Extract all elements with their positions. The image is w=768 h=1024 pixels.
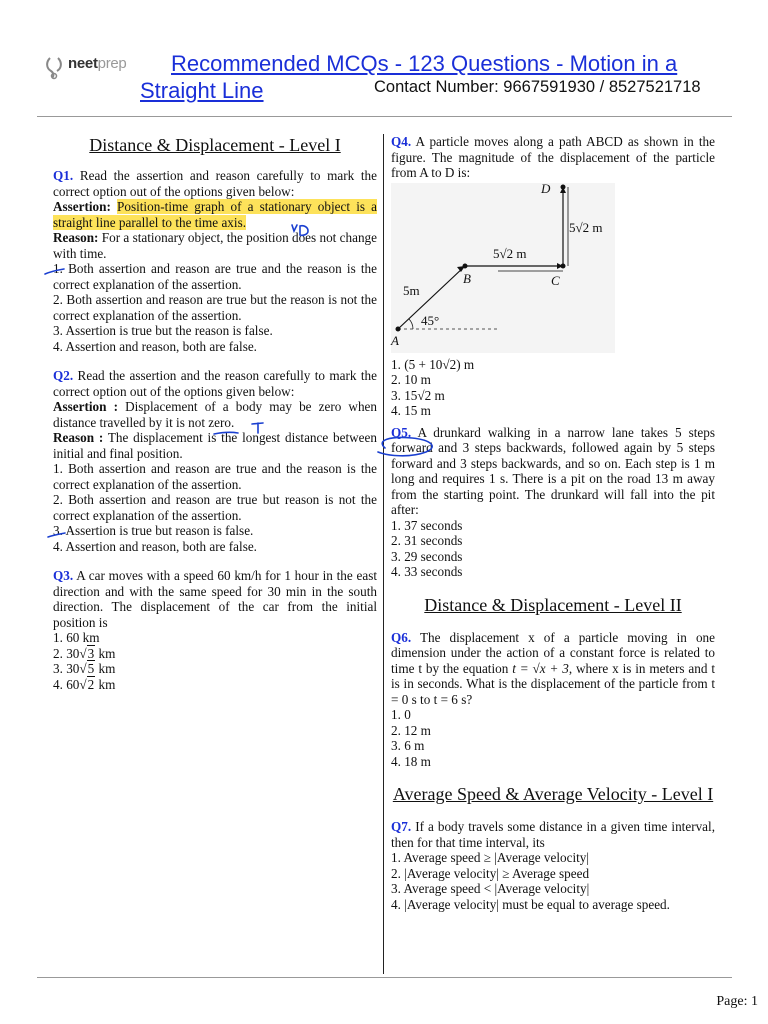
label-a: A [391,332,399,348]
label-d: D [541,180,551,196]
question-number: Q3. [53,568,74,583]
right-column [391,134,715,912]
question-stem-cont: , where x is in meters and t is in seconds. What is the displacement of the particle from t = 0 s to t = 6 s? [391,660,715,707]
option[interactable]: 3. 29 seconds [391,548,463,564]
label-ab: 5m [403,282,420,298]
question-stem: A car moves with a speed 60 km/h for 1 hour in the east direction and with the same speed for 30 min in the south direction. The displacement of the car from the initial position is [53,568,377,630]
label-b: B [463,270,471,286]
option[interactable]: 1. Average speed ≥ |Average velocity| [391,850,590,865]
option[interactable]: 3. Average speed < |Average velocity| [391,881,590,896]
contact-number: Contact Number: 9667591930 / 8527521718 [374,78,701,96]
question-stem: Read the assertion and reason carefully to mark the correct option out of the options given below: [53,168,377,199]
question-number: Q4. [391,134,412,149]
question-number: Q6. [391,629,412,645]
question-stem: A particle moves along a path ABCD as shown in the figure. The magnitude of the displacement of the particle from A to D is: [391,134,715,180]
label-bc: 5√2 m [493,245,527,261]
reason-label: Reason: [53,230,99,245]
option[interactable]: 2. Both assertion and reason are true but reason is not the correct explanation of the assertion. [53,492,377,523]
option[interactable]: 4. 15 m [391,403,431,418]
option[interactable]: 4. |Average velocity| must be equal to average speed. [391,896,670,912]
column-divider [383,134,384,974]
footer-divider [37,977,732,978]
question-number: Q1. [53,168,74,183]
section-heading: Average Speed & Average Velocity - Level I [392,784,714,804]
label-cd: 5√2 m [569,219,603,235]
reason-text: For a stationary object, the position does not change with time. [53,230,378,261]
option[interactable]: 3. 30√5 km [53,661,116,676]
page-title-link[interactable]: Recommended MCQs - 123 Questions - Motion in a Straight Line [140,51,678,103]
header-divider [37,116,732,117]
equation: t = √x + 3 [512,660,569,676]
option[interactable]: 2. 31 seconds [391,533,463,548]
question-number: Q7. [391,819,412,834]
assertion-text: Displacement of a body may be zero when distance travelled by it is not zero. [53,399,377,430]
reason-text: The displacement is the longest distance between initial and final position. [53,430,377,461]
option[interactable]: 3. 6 m [391,738,425,753]
option[interactable]: 1. Both assertion and reason are true and the reason is the correct explanation of the assertion. [53,461,377,492]
option[interactable]: 2. 30√3 km [53,645,116,661]
question-q6 [391,630,715,770]
option[interactable]: 3. 15√2 m [391,387,445,403]
assertion-label: Assertion : [53,399,118,414]
option[interactable]: 4. Assertion and reason, both are false. [53,338,257,354]
option[interactable]: 2. |Average velocity| ≥ Average speed [391,865,590,881]
section-heading: Distance & Displacement - Level II [424,594,682,615]
question-q5 [391,425,715,580]
option[interactable]: 2. Both assertion and reason are true but the reason is not the correct explanation of the assertion. [53,292,377,323]
option[interactable]: 2. 10 m [391,372,431,387]
label-c: C [551,272,560,288]
question-stem: The displacement x of a particle moving in one dimension under the action of a constant force is related to time t by the equation [391,629,715,676]
question-q2 [53,368,377,554]
question-q3 [53,568,377,692]
option[interactable]: 3. Assertion is true but the reason is false. [53,323,273,338]
logo-text: neetprep [68,55,127,72]
question-number: Q5. [391,424,412,440]
question-number: Q2. [53,368,74,383]
option[interactable]: 3. Assertion is true but reason is false. [53,523,254,538]
label-angle: 45° [421,312,440,328]
option[interactable]: 1. 37 seconds [391,517,463,533]
question-stem: A drunkard walking in a narrow lane takes 5 steps forward and 3 steps backwards, followed again by 5 steps forward and 3 steps backwards, and so on. Each step is 1 m long and requires 1 s. There is a pit on the road 13 m away from the starting point. The drunkard will fall into the pit after: [391,424,715,517]
option[interactable]: 4. 18 m [391,753,431,769]
option[interactable]: 1. (5 + 10√2) m [391,356,475,372]
question-q7 [391,819,715,912]
section-heading: Distance & Displacement - Level I [89,135,341,155]
question-q1 [53,168,377,354]
question-stem: Read the assertion and the reason carefully to mark the correct option out of the options given below: [53,368,377,399]
question-q4 [391,134,715,419]
option[interactable]: 1. 60 km [53,630,100,645]
option[interactable]: 1. Both assertion and reason are true and the reason is the correct explanation of the assertion. [53,261,377,292]
option[interactable]: 2. 12 m [391,722,431,738]
page-header [0,0,768,118]
path-abcd-figure [391,180,615,353]
reason-label: Reason : [53,430,104,445]
option[interactable]: 4. 33 seconds [391,564,463,579]
question-stem: If a body travels some distance in a given time interval, then for that time interval, its [391,819,716,850]
page-number: Page: 1 [716,994,758,1009]
assertion-label: Assertion: [53,199,111,214]
option[interactable]: 4. 60√2 km [53,676,116,692]
highlighted-assertion: Position-time graph of a stationary object is a straight line parallel to the time axis. [53,199,378,230]
option[interactable]: 1. 0 [391,707,411,722]
option[interactable]: 4. Assertion and reason, both are false. [53,538,257,554]
left-column [53,134,377,692]
